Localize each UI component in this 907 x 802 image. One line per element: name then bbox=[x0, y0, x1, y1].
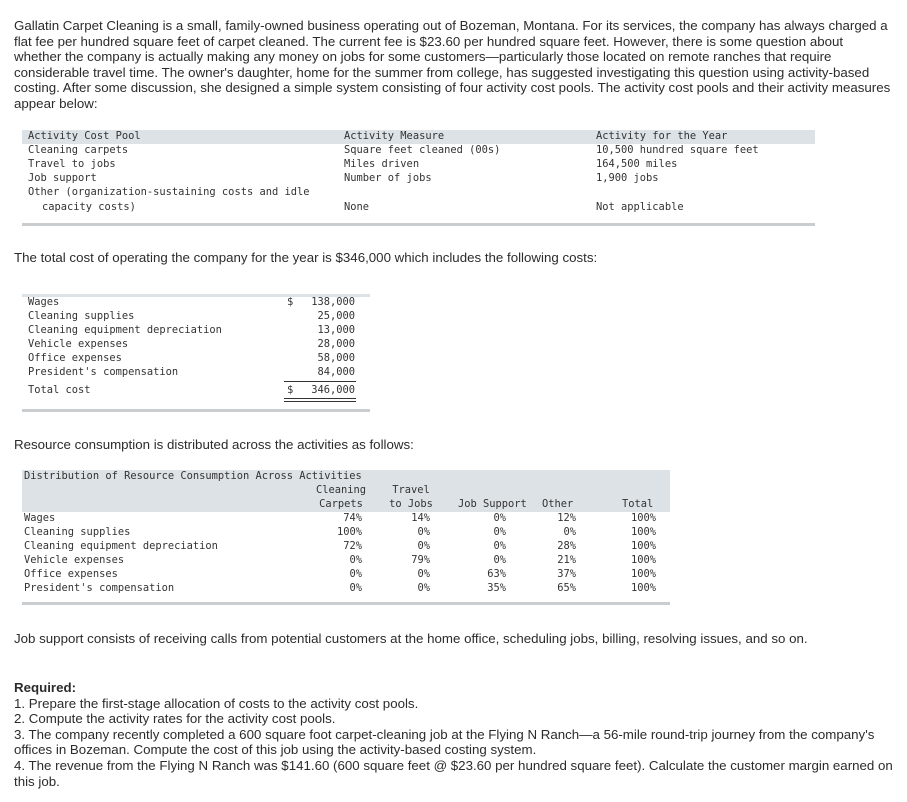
dist-job-support: 63% bbox=[487, 568, 506, 580]
dist-travel: 0% bbox=[417, 568, 430, 580]
pool-measure: Square feet cleaned (00s) bbox=[344, 144, 501, 156]
dist-cleaning: 0% bbox=[349, 582, 362, 594]
cost-label: Office expenses bbox=[28, 352, 122, 364]
dist-other: 0% bbox=[563, 526, 576, 538]
dist-total: 100% bbox=[630, 540, 656, 552]
header-activity-measure: Activity Measure bbox=[344, 130, 445, 142]
distribution-table bbox=[22, 470, 670, 610]
double-rule-bottom bbox=[284, 401, 356, 402]
header-to-jobs: to Jobs bbox=[389, 498, 433, 510]
dist-travel: 0% bbox=[417, 540, 430, 552]
dist-job-support: 0% bbox=[493, 554, 506, 566]
dist-job-support: 35% bbox=[487, 582, 506, 594]
cost-amount: 138,000 bbox=[311, 296, 355, 308]
double-rule-top bbox=[284, 398, 356, 399]
dist-cleaning: 74% bbox=[343, 512, 362, 524]
pool-measure: Miles driven bbox=[344, 158, 420, 170]
distribution-title: Distribution of Resource Consumption Across Activities bbox=[24, 470, 362, 482]
dist-other: 28% bbox=[557, 540, 576, 552]
total-cost-amount: 346,000 bbox=[311, 384, 355, 396]
dist-total: 100% bbox=[630, 526, 656, 538]
required-item-2: 2. Compute the activity rates for the activity cost pools. bbox=[14, 711, 336, 727]
dist-cleaning: 0% bbox=[349, 568, 362, 580]
costs-table bbox=[22, 294, 370, 418]
dist-total: 100% bbox=[630, 568, 656, 580]
dist-travel: 0% bbox=[417, 582, 430, 594]
job-support-paragraph: Job support consists of receiving calls from potential customers at the home office, scheduling jobs, billing, resolving issues, and so on. bbox=[14, 631, 808, 646]
dist-travel: 79% bbox=[411, 554, 430, 566]
dist-job-support: 0% bbox=[493, 526, 506, 538]
pool-activity: 164,500 miles bbox=[596, 158, 678, 170]
total-cost-sentence: The total cost of operating the company for the year is $346,000 which includes the following costs: bbox=[14, 250, 598, 265]
table-bottom-rule bbox=[22, 409, 370, 412]
cost-amount: 58,000 bbox=[317, 352, 355, 364]
cost-label: Wages bbox=[28, 296, 60, 308]
header-job-support: Job Support bbox=[458, 498, 527, 510]
table-bottom-rule bbox=[22, 602, 670, 605]
header-cleaning: Cleaning bbox=[315, 484, 367, 496]
required-item-3: 3. The company recently completed a 600 square foot carpet-cleaning job at the Flying N Ranch—a 56-mile round-trip journey from the company's offices in Bozeman. Compute the cost of this job using the activity-based costing system. bbox=[14, 726, 875, 758]
cost-amount: 25,000 bbox=[317, 310, 355, 322]
dist-row-label: Vehicle expenses bbox=[24, 554, 125, 566]
dist-other: 37% bbox=[557, 568, 576, 580]
dist-travel: 14% bbox=[411, 512, 430, 524]
pool-name: Other (organization-sustaining costs and idle bbox=[28, 186, 310, 198]
cost-label: Vehicle expenses bbox=[28, 338, 129, 350]
dist-total: 100% bbox=[630, 582, 656, 594]
dist-total: 100% bbox=[630, 554, 656, 566]
cost-amount: 84,000 bbox=[317, 366, 355, 378]
dist-other: 65% bbox=[557, 582, 576, 594]
dist-other: 12% bbox=[557, 512, 576, 524]
dist-cleaning: 72% bbox=[343, 540, 362, 552]
header-activity-cost-pool: Activity Cost Pool bbox=[28, 130, 141, 142]
pool-activity: 1,900 jobs bbox=[596, 172, 659, 184]
dist-row-label: Wages bbox=[24, 512, 56, 524]
dist-job-support: 0% bbox=[493, 540, 506, 552]
cost-label: Cleaning supplies bbox=[28, 310, 135, 322]
dist-travel: 0% bbox=[417, 526, 430, 538]
pool-name-continued: capacity costs) bbox=[42, 201, 136, 213]
dist-row-label: Cleaning equipment depreciation bbox=[24, 540, 218, 552]
dist-other: 21% bbox=[557, 554, 576, 566]
cost-label: Cleaning equipment depreciation bbox=[28, 324, 222, 336]
subtotal-rule bbox=[284, 381, 356, 382]
total-cost-label: Total cost bbox=[28, 384, 91, 396]
required-item-4: 4. The revenue from the Flying N Ranch was $141.60 (600 square feet @ $23.60 per hundred square feet). Calculate the customer margin earned on this job. bbox=[14, 757, 893, 789]
pool-measure: Number of jobs bbox=[344, 172, 432, 184]
activity-pools-table bbox=[22, 130, 815, 228]
required-heading: Required: bbox=[14, 680, 77, 695]
distribution-sentence: Resource consumption is distributed across the activities as follows: bbox=[14, 437, 414, 452]
pool-activity: 10,500 hundred square feet bbox=[596, 144, 759, 156]
pool-name: Job support bbox=[28, 172, 97, 184]
cost-amount: 13,000 bbox=[317, 324, 355, 336]
table-bottom-rule bbox=[22, 223, 815, 226]
cost-label: President's compensation bbox=[28, 366, 179, 378]
cost-amount: 28,000 bbox=[317, 338, 355, 350]
header-other: Other bbox=[542, 498, 574, 510]
header-total: Total bbox=[622, 498, 654, 510]
dist-row-label: President's compensation bbox=[24, 582, 175, 594]
required-item-1: 1. Prepare the first-stage allocation of costs to the activity cost pools. bbox=[14, 695, 419, 711]
dist-job-support: 0% bbox=[493, 512, 506, 524]
pool-measure: None bbox=[344, 201, 370, 213]
dist-total: 100% bbox=[630, 512, 656, 524]
header-carpets: Carpets bbox=[319, 498, 363, 510]
dist-cleaning: 100% bbox=[336, 526, 362, 538]
cost-currency: $ bbox=[287, 296, 294, 308]
header-activity-for-year: Activity for the Year bbox=[596, 130, 728, 142]
dist-cleaning: 0% bbox=[349, 554, 362, 566]
header-travel: Travel bbox=[392, 484, 430, 496]
dist-row-label: Office expenses bbox=[24, 568, 118, 580]
required-section bbox=[14, 680, 894, 789]
pool-activity: Not applicable bbox=[596, 201, 684, 213]
total-cost-currency: $ bbox=[287, 384, 294, 396]
intro-paragraph: Gallatin Carpet Cleaning is a small, family-owned business operating out of Bozeman, Montana. For its services, the company has always charged a flat fee per hundred square feet of carpet cleaned. The current fee is $23.60 per hundred square feet. However, there is some question about whether the company is actually making any money on jobs for some customers—particularly those located on remote ranches that require considerable travel time. The owner's daughter, home for the summer from college, has suggested investigating this question using activity-based costing. After some discussion, she designed a simple system consisting of four activity cost pools. The activity cost pools and their activity measures appear below: bbox=[14, 18, 891, 111]
pool-name: Travel to jobs bbox=[28, 158, 116, 170]
pool-name: Cleaning carpets bbox=[28, 144, 129, 156]
dist-row-label: Cleaning supplies bbox=[24, 526, 131, 538]
